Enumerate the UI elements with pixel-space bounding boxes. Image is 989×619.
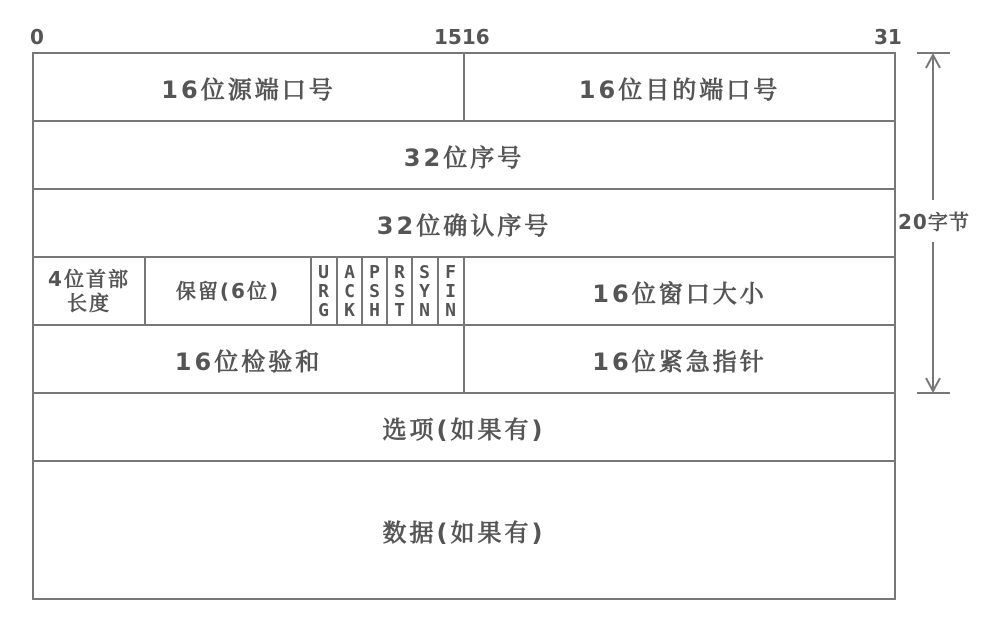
flag-letter: U <box>318 261 329 283</box>
data-field: 数据(如果有) <box>382 518 546 547</box>
flag-letter: R <box>318 280 329 302</box>
flag-syn <box>414 258 435 324</box>
header-length-line2: 长度 <box>67 291 111 315</box>
flag-letter: S <box>419 261 430 283</box>
flag-letter: G <box>318 299 329 321</box>
header-length-line1: 4位首部 <box>48 267 130 291</box>
flag-letter: N <box>445 299 456 321</box>
source-port-field: 16位源端口号 <box>161 75 336 104</box>
flag-letter: H <box>369 299 380 321</box>
destination-port-field: 16位目的端口号 <box>578 75 781 104</box>
ack-number-field: 32位确认序号 <box>376 211 552 240</box>
flag-urg <box>313 258 334 324</box>
flag-letter: C <box>344 280 355 302</box>
urgent-pointer-field: 16位紧急指针 <box>592 347 767 376</box>
flag-letter: R <box>394 261 405 283</box>
sequence-number-field: 32位序号 <box>403 143 525 172</box>
checksum-field: 16位检验和 <box>174 347 323 376</box>
flag-letter: I <box>445 280 456 302</box>
bit-label-15-16: 1516 <box>434 25 490 49</box>
header-size-label: 20字节 <box>898 210 970 234</box>
flag-fin <box>440 258 461 324</box>
flag-letter: T <box>394 299 405 321</box>
bit-label-31: 31 <box>874 25 902 49</box>
bit-label-0: 0 <box>30 25 44 49</box>
window-size-field: 16位窗口大小 <box>592 279 767 308</box>
flag-letter: S <box>369 280 380 302</box>
flag-rst <box>389 258 410 324</box>
flag-ack <box>339 258 360 324</box>
flag-letter: P <box>369 261 380 283</box>
flag-letter: F <box>445 261 456 283</box>
flag-psh <box>364 258 385 324</box>
reserved-field: 保留(6位) <box>175 279 281 303</box>
options-field: 选项(如果有) <box>382 415 546 444</box>
flag-letter: A <box>344 261 355 283</box>
flag-letter: Y <box>419 280 430 302</box>
flag-letter: K <box>344 299 355 321</box>
header-length-field <box>34 258 144 324</box>
flag-letter: N <box>419 299 430 321</box>
flag-letter: S <box>394 280 405 302</box>
